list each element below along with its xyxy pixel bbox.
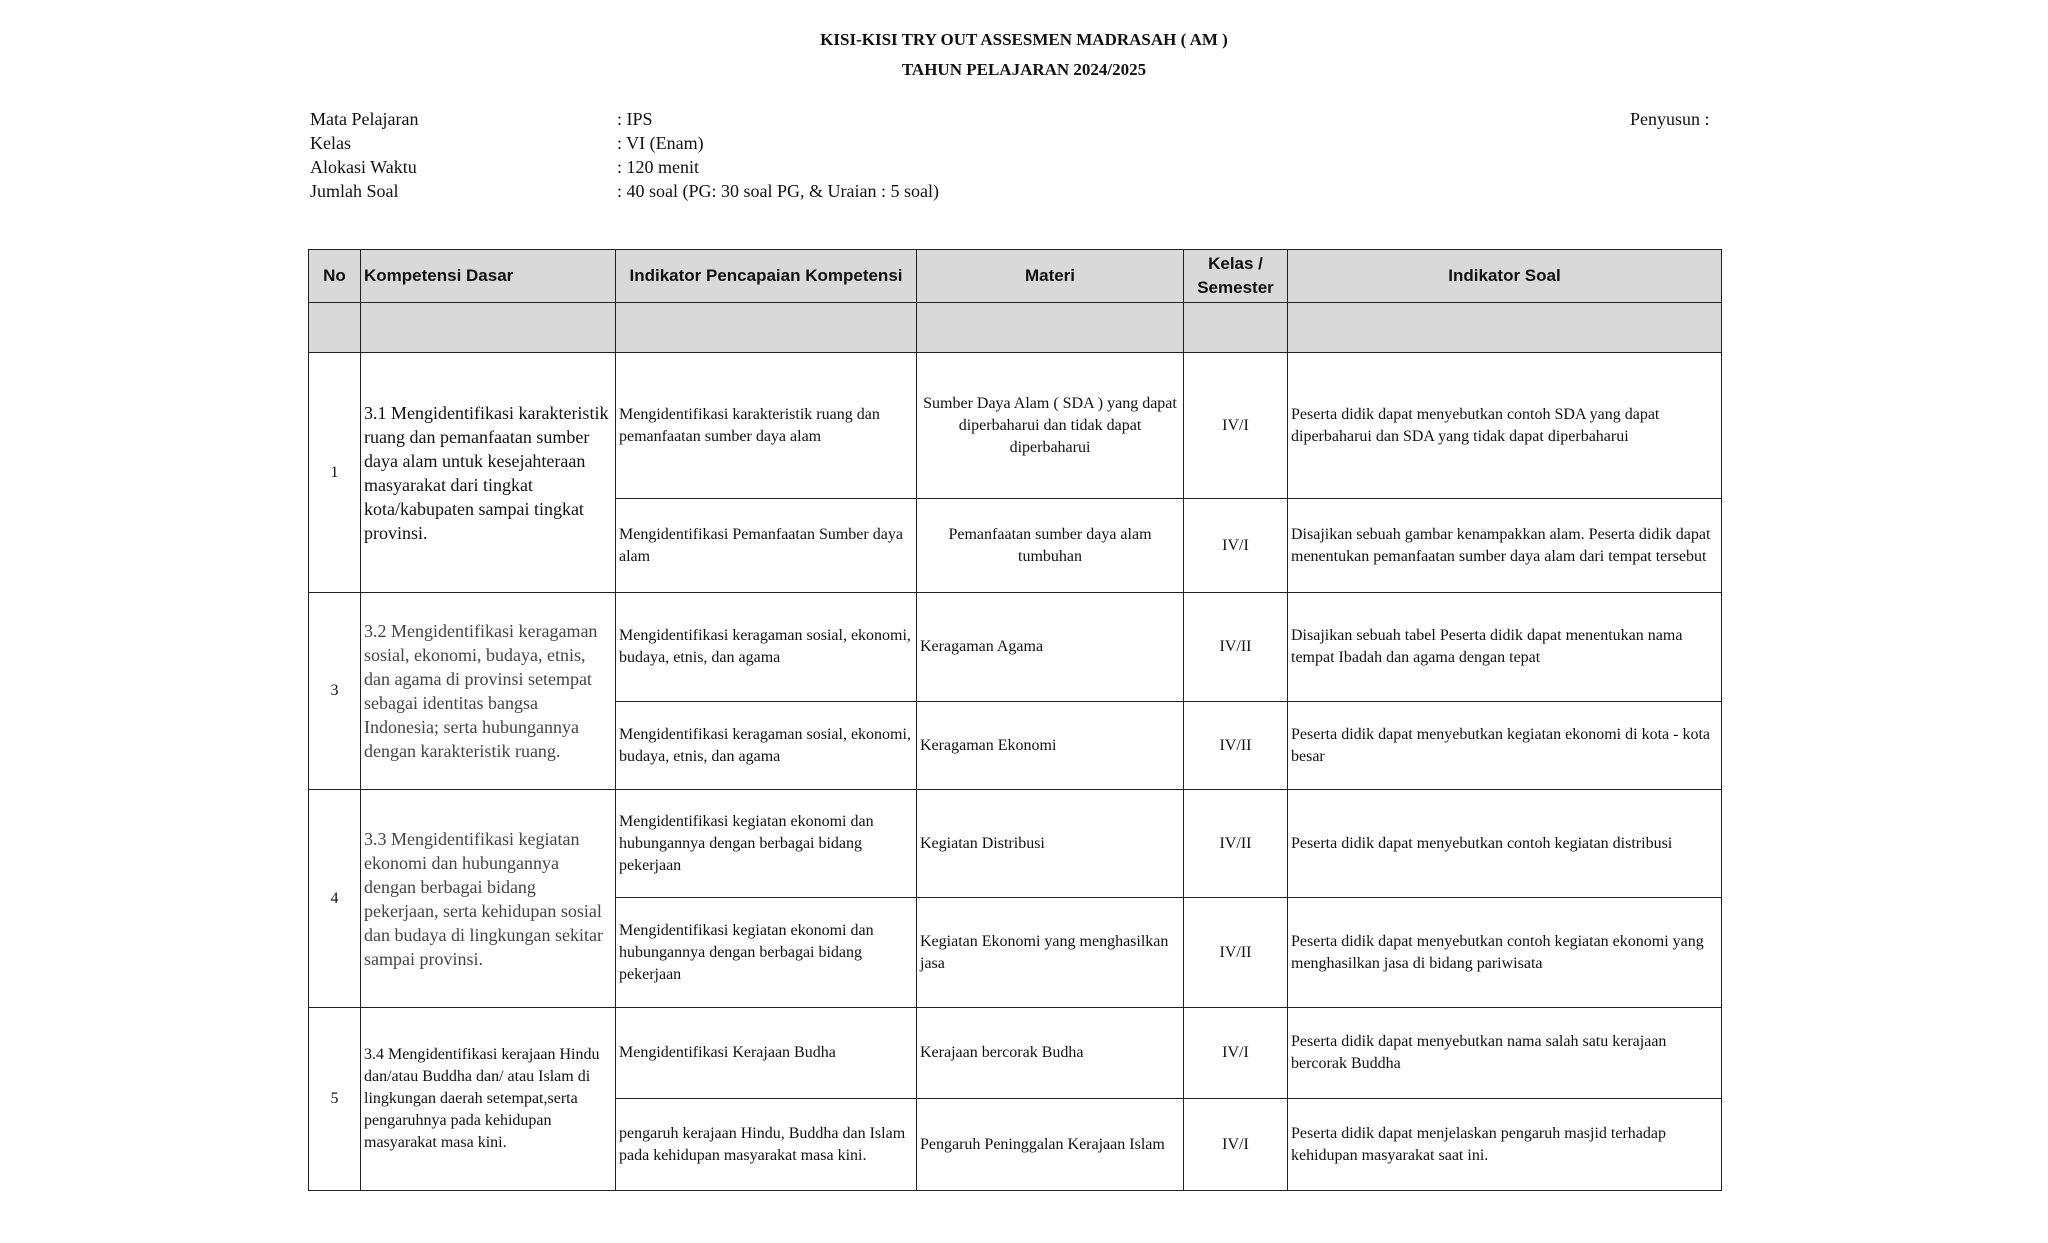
header-materi: Materi xyxy=(917,250,1184,303)
meta-value-alokasi-waktu: : 120 menit xyxy=(617,157,699,177)
cell-kelas: IV/I xyxy=(1184,1099,1288,1191)
cell-kelas: IV/II xyxy=(1184,593,1288,702)
cell-indikator-soal: Disajikan sebuah gambar kenampakkan alam. Peserta didik dapat menentukan pemanfaatan sumber daya alam dari tempat tersebut xyxy=(1288,499,1722,593)
meta-value-jumlah-soal: : 40 soal (PG: 30 soal PG, & Uraian : 5 soal) xyxy=(617,181,939,201)
cell-materi: Kegiatan Ekonomi yang menghasilkan jasa xyxy=(917,898,1184,1008)
meta-label-mata-pelajaran: Mata Pelajaran xyxy=(310,109,419,129)
header-kelas-line1: Kelas / xyxy=(1208,254,1263,273)
meta-value-kelas: : VI (Enam) xyxy=(617,133,704,153)
cell-materi: Keragaman Agama xyxy=(917,593,1184,702)
header-kelas-line2: Semester xyxy=(1197,278,1274,297)
cell-indikator-pencapaian: Mengidentifikasi karakteristik ruang dan pemanfaatan sumber daya alam xyxy=(616,353,917,499)
cell-materi: Keragaman Ekonomi xyxy=(917,702,1184,790)
cell-indikator-pencapaian: Mengidentifikasi kegiatan ekonomi dan hubungannya dengan berbagai bidang pekerjaan xyxy=(616,790,917,898)
header-indikator-pencapaian: Indikator Pencapaian Kompetensi xyxy=(616,250,917,303)
cell-materi: Kegiatan Distribusi xyxy=(917,790,1184,898)
cell-kompetensi-dasar: 3.2 Mengidentifikasi keragaman sosial, ekonomi, budaya, etnis, dan agama di provinsi setempat sebagai identitas bangsa Indonesia; serta hubungannya dengan karakteristik ruang. xyxy=(361,593,616,790)
cell-kompetensi-dasar: 3.4 Mengidentifikasi kerajaan Hindu dan/atau Buddha dan/ atau Islam di lingkungan daerah setempat,serta pengaruhnya pada kehidupan masyarakat masa kini. xyxy=(361,1008,616,1191)
header-indikator-soal: Indikator Soal xyxy=(1288,250,1722,303)
header-kompetensi-dasar: Kompetensi Dasar xyxy=(361,250,616,303)
cell-kompetensi-dasar: 3.1 Mengidentifikasi karakteristik ruang dan pemanfaatan sumber daya alam untuk kesejahteraan masyarakat dari tingkat kota/kabupaten sampai tingkat provinsi. xyxy=(361,353,616,593)
cell-indikator-pencapaian: Mengidentifikasi kegiatan ekonomi dan hubungannya dengan berbagai bidang pekerjaan xyxy=(616,898,917,1008)
cell-indikator-soal: Peserta didik dapat menyebutkan contoh SDA yang dapat diperbaharui dan SDA yang tidak dapat diperbaharui xyxy=(1288,353,1722,499)
cell-indikator-soal: Peserta didik dapat menyebutkan nama salah satu kerajaan bercorak Buddha xyxy=(1288,1008,1722,1099)
table-row xyxy=(309,353,1722,499)
penyusun-label: Penyusun : xyxy=(1630,109,1710,129)
cell-indikator-pencapaian: pengaruh kerajaan Hindu, Buddha dan Islam pada kehidupan masyarakat masa kini. xyxy=(616,1099,917,1191)
meta-value-mata-pelajaran: : IPS xyxy=(617,109,653,129)
cell-kelas: IV/II xyxy=(1184,790,1288,898)
kisi-kisi-table xyxy=(308,249,1722,1191)
cell-kompetensi-dasar: 3.3 Mengidentifikasi kegiatan ekonomi dan hubungannya dengan berbagai bidang pekerjaan, serta kehidupan sosial dan budaya di lingkungan sekitar sampai provinsi. xyxy=(361,790,616,1008)
meta-label-kelas: Kelas xyxy=(310,133,351,153)
cell-indikator-soal: Peserta didik dapat menjelaskan pengaruh masjid terhadap kehidupan masyarakat saat ini. xyxy=(1288,1099,1722,1191)
cell-materi: Kerajaan bercorak Budha xyxy=(917,1008,1184,1099)
cell-indikator-soal: Peserta didik dapat menyebutkan contoh kegiatan distribusi xyxy=(1288,790,1722,898)
cell-kelas: IV/I xyxy=(1184,1008,1288,1099)
document-subtitle: TAHUN PELAJARAN 2024/2025 xyxy=(901,60,1147,79)
cell-kelas: IV/I xyxy=(1184,353,1288,499)
blank-cell xyxy=(1288,303,1722,353)
cell-kelas: IV/II xyxy=(1184,702,1288,790)
table-row xyxy=(309,790,1722,898)
meta-label-alokasi-waktu: Alokasi Waktu xyxy=(310,157,417,177)
document-title: KISI-KISI TRY OUT ASSESMEN MADRASAH ( AM ) xyxy=(820,30,1228,49)
header-kelas-semester xyxy=(1184,250,1288,303)
cell-kelas: IV/II xyxy=(1184,898,1288,1008)
cell-indikator-pencapaian: Mengidentifikasi keragaman sosial, ekonomi, budaya, etnis, dan agama xyxy=(616,593,917,702)
cell-kelas: IV/I xyxy=(1184,499,1288,593)
cell-indikator-soal: Peserta didik dapat menyebutkan contoh kegiatan ekonomi yang menghasilkan jasa di bidang pariwisata xyxy=(1288,898,1722,1008)
table-header-row xyxy=(309,250,1722,303)
table-row xyxy=(309,1008,1722,1099)
cell-indikator-pencapaian: Mengidentifikasi Kerajaan Budha xyxy=(616,1008,917,1099)
cell-no: 4 xyxy=(309,790,361,1008)
cell-indikator-soal: Disajikan sebuah tabel Peserta didik dapat menentukan nama tempat Ibadah dan agama dengan tepat xyxy=(1288,593,1722,702)
cell-indikator-pencapaian: Mengidentifikasi Pemanfaatan Sumber daya alam xyxy=(616,499,917,593)
cell-materi: Pengaruh Peninggalan Kerajaan Islam xyxy=(917,1099,1184,1191)
blank-cell xyxy=(309,303,361,353)
blank-cell xyxy=(917,303,1184,353)
blank-cell xyxy=(1184,303,1288,353)
cell-indikator-soal: Peserta didik dapat menyebutkan kegiatan ekonomi di kota - kota besar xyxy=(1288,702,1722,790)
cell-no: 1 xyxy=(309,353,361,593)
cell-no: 3 xyxy=(309,593,361,790)
header-no: No xyxy=(309,250,361,303)
cell-materi: Pemanfaatan sumber daya alam tumbuhan xyxy=(917,499,1184,593)
blank-cell xyxy=(361,303,616,353)
blank-cell xyxy=(616,303,917,353)
table-blank-row xyxy=(309,303,1722,353)
table-row xyxy=(309,593,1722,702)
cell-indikator-pencapaian: Mengidentifikasi keragaman sosial, ekonomi, budaya, etnis, dan agama xyxy=(616,702,917,790)
cell-materi: Sumber Daya Alam ( SDA ) yang dapat diperbaharui dan tidak dapat diperbaharui xyxy=(917,353,1184,499)
meta-label-jumlah-soal: Jumlah Soal xyxy=(310,181,399,201)
cell-no: 5 xyxy=(309,1008,361,1191)
